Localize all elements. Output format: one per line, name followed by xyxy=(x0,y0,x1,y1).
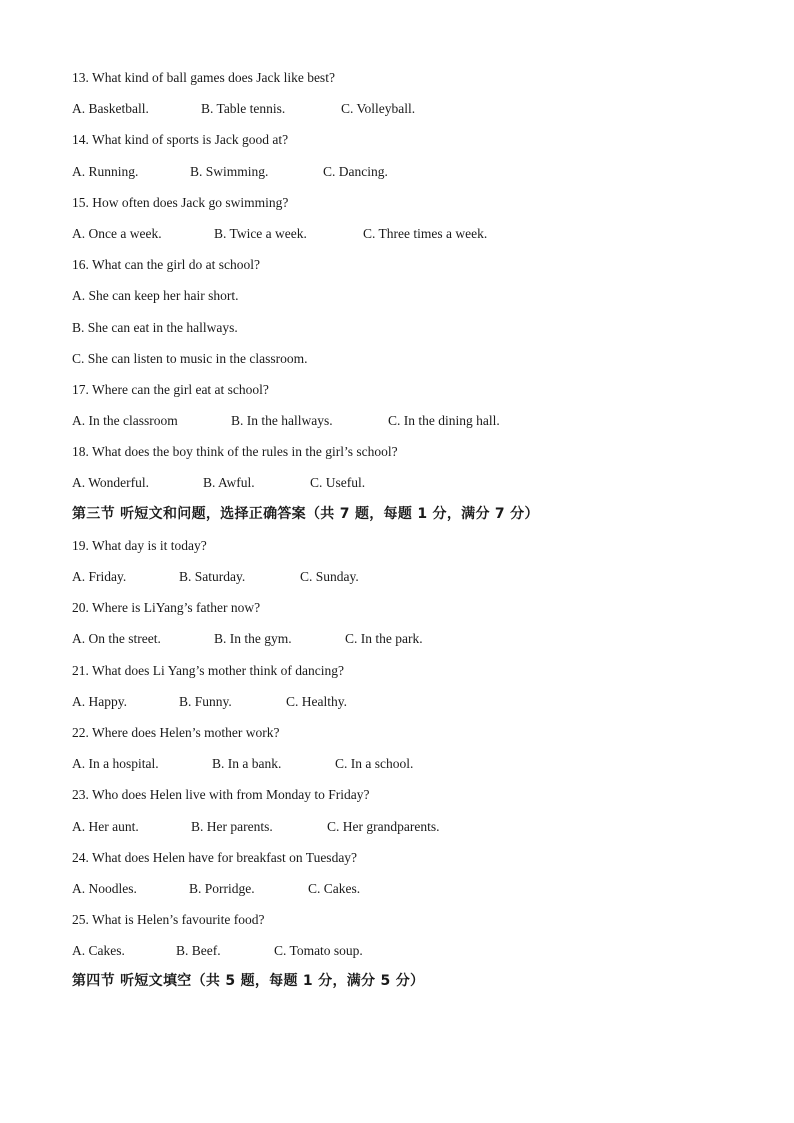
option-b: B. In the hallways. xyxy=(231,413,333,429)
option-a: A. In the classroom xyxy=(72,413,178,429)
options-23 xyxy=(72,811,752,842)
option-b: B. Beef. xyxy=(176,943,221,959)
question-25: 25. What is Helen’s favourite food? xyxy=(72,912,265,928)
option-c: C. Cakes. xyxy=(308,880,361,896)
option-16-a: A. She can keep her hair short. xyxy=(72,288,239,304)
option-b: B. Awful. xyxy=(203,475,255,491)
option-b: B. Funny. xyxy=(179,693,232,709)
options-17 xyxy=(72,405,752,436)
question-13: 13. What kind of ball games does Jack like best? xyxy=(72,70,335,85)
option-a: A. Cakes. xyxy=(72,943,125,959)
exam-page xyxy=(72,62,752,998)
option-c: C. Tomato soup. xyxy=(274,943,363,959)
option-c: C. Her grandparents. xyxy=(327,818,440,834)
option-c: C. Volleyball. xyxy=(341,101,416,117)
options-20 xyxy=(72,623,752,654)
option-16-b: B. She can eat in the hallways. xyxy=(72,319,238,335)
option-b: B. Table tennis. xyxy=(201,101,286,117)
options-25 xyxy=(72,935,752,966)
option-c: C. Dancing. xyxy=(323,163,388,179)
option-a: A. Friday. xyxy=(72,569,127,584)
option-b: B. Swimming. xyxy=(190,163,269,179)
option-16-c: C. She can listen to music in the classroom. xyxy=(72,350,308,366)
section-4-heading: 第四节 听短文填空（共 5 题，每题 1 分，满分 5 分） xyxy=(72,973,425,990)
question-23: 23. Who does Helen live with from Monday to Friday? xyxy=(72,787,370,803)
option-b: B. Saturday. xyxy=(179,569,246,584)
question-22: 22. Where does Helen’s mother work? xyxy=(72,724,280,740)
options-14 xyxy=(72,156,752,187)
option-a: A. Her aunt. xyxy=(72,818,139,834)
question-20: 20. Where is LiYang’s father now? xyxy=(72,600,261,616)
option-b: B. In the gym. xyxy=(214,631,292,647)
option-a: A. Noodles. xyxy=(72,880,137,896)
options-22 xyxy=(72,748,752,779)
option-a: A. Happy. xyxy=(72,693,127,709)
options-24 xyxy=(72,873,752,904)
question-21: 21. What does Li Yang’s mother think of dancing? xyxy=(72,662,344,678)
option-b: B. Her parents. xyxy=(191,818,273,834)
option-a: A. Running. xyxy=(72,163,139,179)
section-3-heading: 第三节 听短文和问题，选择正确答案（共 7 题，每题 1 分，满分 7 分） xyxy=(72,505,539,522)
question-14: 14. What kind of sports is Jack good at? xyxy=(72,132,289,148)
option-a: A. Basketball. xyxy=(72,101,149,117)
option-c: C. In a school. xyxy=(335,756,414,772)
option-c: C. Healthy. xyxy=(286,693,347,709)
options-15 xyxy=(72,218,752,249)
question-15: 15. How often does Jack go swimming? xyxy=(72,194,289,210)
option-c: C. Useful. xyxy=(310,475,366,491)
options-13 xyxy=(72,93,752,124)
option-c: C. Sunday. xyxy=(300,569,359,584)
option-a: A. Once a week. xyxy=(72,225,162,241)
options-19 xyxy=(72,561,752,592)
question-18: 18. What does the boy think of the rules in the girl’s school? xyxy=(72,444,398,460)
option-b: B. Twice a week. xyxy=(214,225,307,241)
option-b: B. In a bank. xyxy=(212,756,282,772)
option-c: C. Three times a week. xyxy=(363,225,488,241)
option-b: B. Porridge. xyxy=(189,880,255,896)
option-c: C. In the park. xyxy=(345,631,423,647)
question-17: 17. Where can the girl eat at school? xyxy=(72,381,269,397)
options-18 xyxy=(72,467,752,498)
question-19: 19. What day is it today? xyxy=(72,537,207,553)
option-a: A. In a hospital. xyxy=(72,756,159,772)
question-16: 16. What can the girl do at school? xyxy=(72,257,260,273)
option-c: C. In the dining hall. xyxy=(388,413,500,429)
option-a: A. Wonderful. xyxy=(72,475,150,491)
option-a: A. On the street. xyxy=(72,631,161,647)
options-21 xyxy=(72,686,752,717)
question-24: 24. What does Helen have for breakfast on Tuesday? xyxy=(72,849,358,865)
